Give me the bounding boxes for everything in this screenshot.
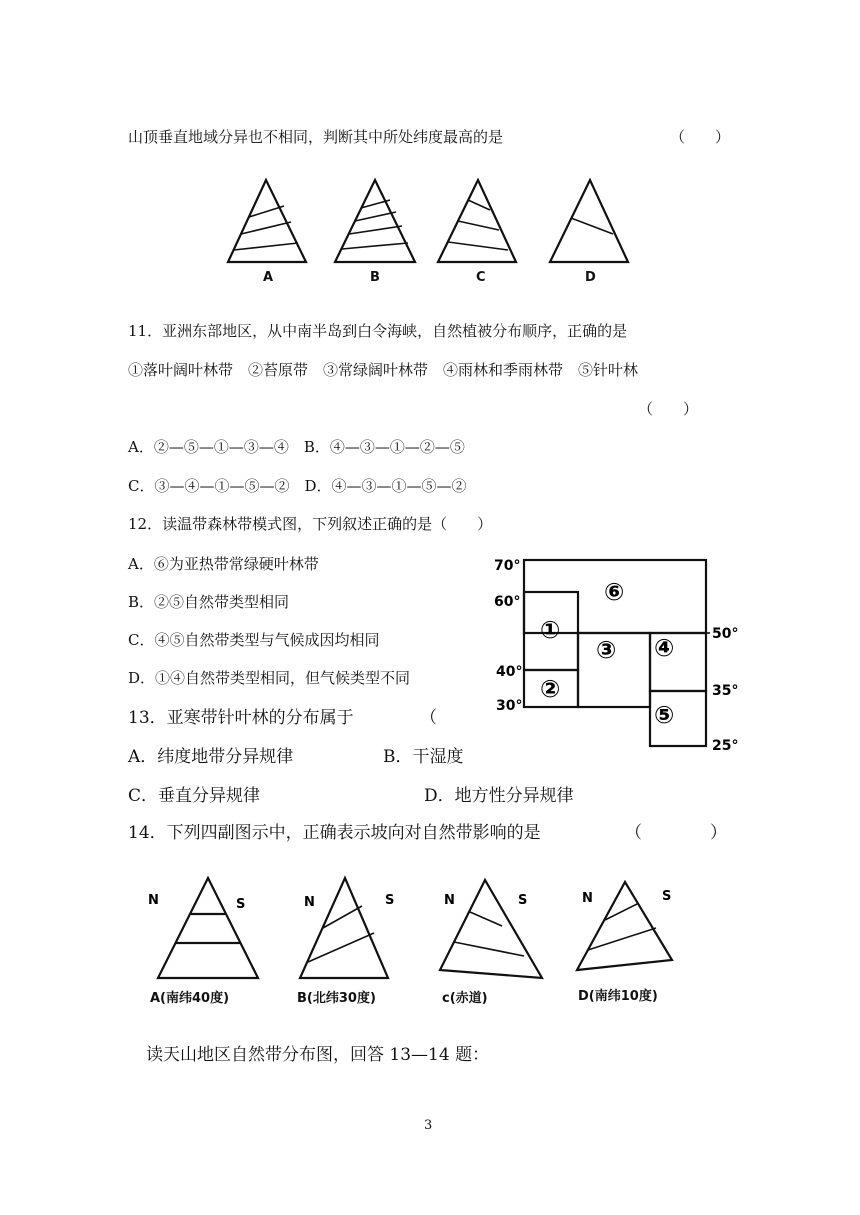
lat-60-label: 60°: [494, 594, 521, 610]
zone-6-label: ⑥: [604, 578, 625, 606]
q11-stem: 11．亚洲东部地区，从中南半岛到白令海峡，自然植被分布顺序，正确的是: [128, 322, 628, 340]
forest-zone-model-figure: [488, 552, 768, 762]
lat-25-label: 25°: [712, 738, 739, 754]
slope-triangle-c: [440, 880, 542, 978]
slope-triangle-d: [577, 882, 672, 970]
q12-stem: 12．读温带森林带模式图，下列叙述正确的是（ ）: [128, 515, 493, 533]
south-label-d: S: [662, 889, 672, 904]
triangle-label-b: B: [370, 270, 380, 285]
triangle-c: [438, 180, 516, 262]
page-number: 3: [424, 1118, 433, 1133]
mountain-triangles-figure: [220, 170, 640, 290]
south-label-b: S: [385, 893, 395, 908]
triangle-label-a: A: [263, 270, 274, 285]
lat-30-label: 30°: [496, 698, 523, 714]
north-label-c: N: [444, 893, 455, 908]
answer-bracket: （ ）: [670, 128, 731, 146]
zone-2-label: ②: [540, 675, 561, 703]
intro-text: 山顶垂直地域分异也不相同，判断其中所处纬度最高的是: [128, 128, 504, 146]
lat-35-label: 35°: [712, 683, 739, 699]
q13-option-c: C．垂直分异规律: [128, 786, 261, 806]
triangle-a: [228, 180, 306, 262]
q14-stem: 14．下列四副图示中，正确表示坡向对自然带影响的是: [128, 823, 541, 843]
q14-bracket: （ ）: [625, 823, 727, 843]
zone-3-label: ③: [596, 636, 617, 664]
north-label-b: N: [304, 895, 315, 910]
south-label-a: S: [236, 897, 246, 912]
slope-triangle-a: [148, 878, 258, 978]
triangle-label-d: D: [585, 270, 596, 285]
q11-bracket: （ ）: [638, 400, 699, 418]
lat-50-label: 50°: [712, 626, 739, 642]
q12-option-c: C．④⑤自然带类型与气候成因均相同: [128, 631, 380, 649]
lat-40-label: 40°: [496, 664, 523, 680]
slope-caption-a: A(南纬40度): [150, 991, 230, 1006]
north-label-d: N: [582, 891, 593, 906]
lat-70-label: 70°: [494, 558, 521, 574]
q11-option-ab: A．②—⑤—①—③—④ B．④—③—①—②—⑤: [128, 438, 465, 456]
slope-triangle-b: [300, 878, 394, 978]
slope-caption-c: c(赤道): [442, 991, 488, 1006]
zone-5-label: ⑤: [654, 701, 675, 729]
zone-4-label: ④: [654, 634, 675, 662]
triangle-d: [550, 180, 628, 262]
closing-instruction: 读天山地区自然带分布图，回答 13—14 题：: [146, 1045, 490, 1065]
q12-option-b: B．②⑤自然带类型相同: [128, 593, 290, 611]
q12-option-a: A．⑥为亚热带常绿硬叶林带: [128, 555, 319, 573]
q13-option-d: D．地方性分异规律: [424, 786, 574, 806]
slope-caption-b: B(北纬30度): [297, 991, 376, 1006]
triangle-label-c: C: [476, 270, 486, 285]
triangle-b: [335, 180, 415, 262]
zone-1-label: ①: [540, 616, 561, 644]
q13-stem: 13．亚寒带针叶林的分布属于: [128, 708, 354, 728]
q13-option-a: A．纬度地带分异规律: [128, 747, 294, 767]
south-label-c: S: [518, 893, 528, 908]
q11-option-cd: C．③—④—①—⑤—② D．④—③—①—⑤—②: [128, 477, 467, 495]
north-label-a: N: [148, 893, 159, 908]
q13-option-b: B．干湿度: [383, 747, 464, 767]
q12-option-d: D．①④自然带类型相同，但气候类型不同: [128, 669, 411, 687]
q11-items: ①落叶阔叶林带 ②苔原带 ③常绿阔叶林带 ④雨林和季雨林带 ⑤针叶林: [128, 361, 639, 379]
slope-caption-d: D(南纬10度): [578, 989, 658, 1004]
q13-bracket: （: [420, 708, 437, 728]
